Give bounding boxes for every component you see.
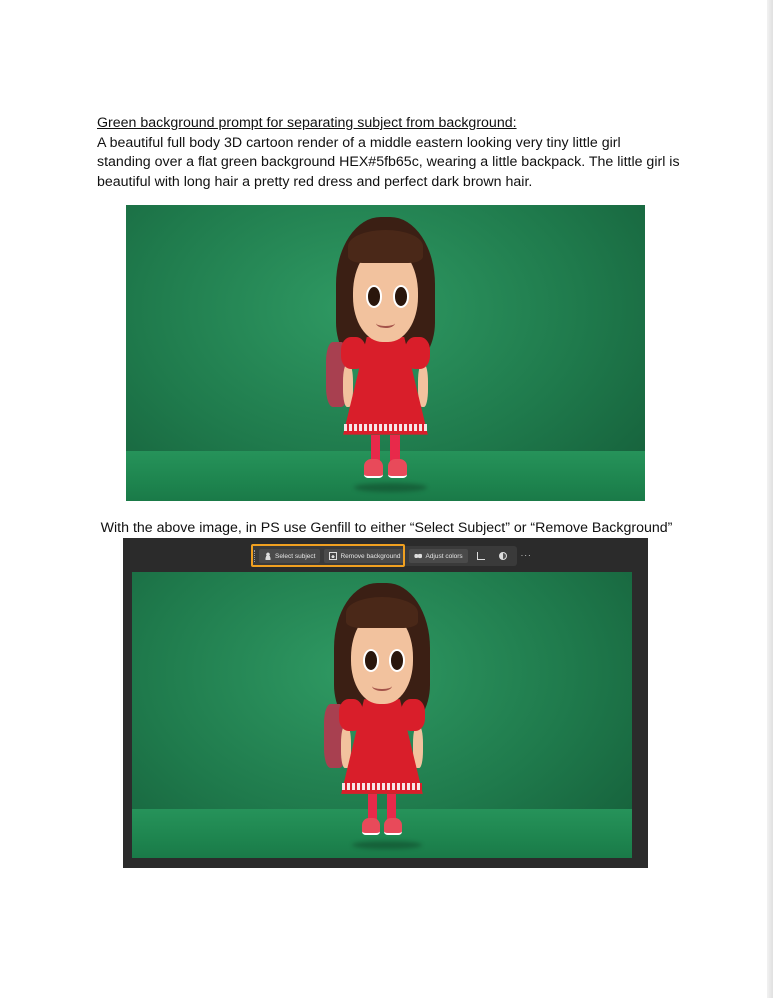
document-text <box>97 114 687 192</box>
more-options-button[interactable] <box>516 549 537 563</box>
select-subject-button[interactable] <box>259 549 320 563</box>
remove-background-button[interactable] <box>324 549 405 563</box>
cartoon-girl <box>322 583 442 846</box>
prompt-line-1: A beautiful full body 3D cartoon render of a middle eastern looking very tiny little girl <box>97 134 621 151</box>
more-icon: ··· <box>520 551 532 560</box>
crop-button[interactable] <box>472 549 490 563</box>
person-icon <box>264 552 272 560</box>
photoshop-canvas-image <box>132 572 632 858</box>
adjustment-layer-button[interactable] <box>494 549 512 563</box>
contrast-icon <box>499 552 507 560</box>
crop-icon <box>477 552 485 560</box>
adjust-colors-label: Adjust colors <box>425 552 463 560</box>
prompt-line-2: standing over a flat green background HEX#5fb65c, wearing a little backpack. The little girl is <box>97 154 680 170</box>
generated-girl-image <box>126 205 645 501</box>
adjust-colors-button[interactable] <box>409 549 467 563</box>
instruction-caption: With the above image, in PS use Genfill to either “Select Subject” or “Remove Background” <box>100 520 673 536</box>
adjust-colors-icon <box>414 552 422 560</box>
cartoon-girl <box>323 217 448 489</box>
page-edge <box>767 0 773 998</box>
remove-background-label: Remove background <box>340 552 401 560</box>
contextual-task-bar <box>251 546 532 566</box>
prompt-heading: Green background prompt for separating subject from background: <box>97 115 517 131</box>
drag-handle-icon[interactable] <box>254 550 255 562</box>
prompt-line-3: beautiful with long hair a pretty red dress and perfect dark brown hair. <box>97 173 533 190</box>
select-subject-label: Select subject <box>275 552 316 560</box>
remove-background-icon <box>329 552 337 560</box>
photoshop-screenshot <box>123 538 648 868</box>
